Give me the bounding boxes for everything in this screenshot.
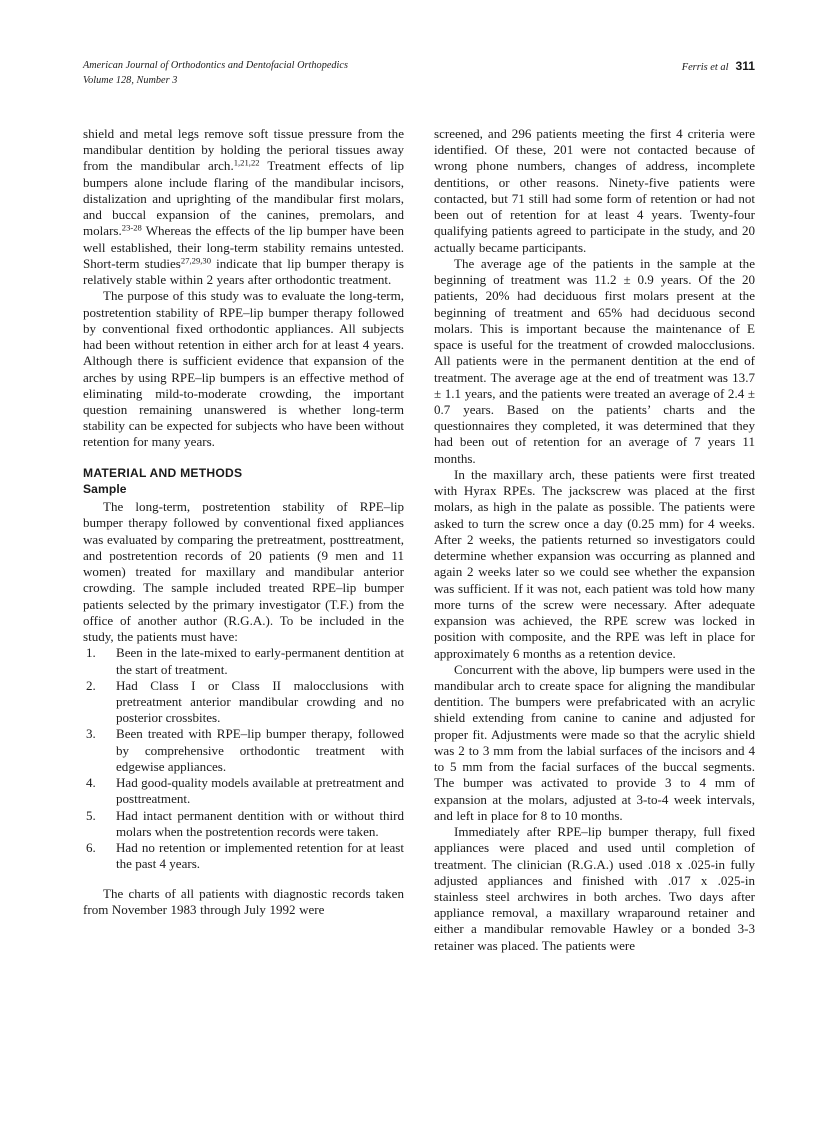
- running-head-authors-page: [682, 59, 755, 76]
- paragraph-purpose: The purpose of this study was to evaluate the long-term, postretention stability of RPE–lip bumper therapy followed by conventional fixed orthodontic appliances. All subjects had been without retention in either arch for at least 4 years. Although there is sufficient evidence that expansion of the arches by using RPE–lip bumpers is an effective method of eliminating mild-to-moderate crowding, the important question remaining unanswered is whether long-term stability can be expected for subjects who have been without retention for many years.: [83, 288, 404, 450]
- subsection-heading-sample: Sample: [83, 482, 127, 497]
- list-item: Had no retention or implemented retention for at least the past 4 years.: [116, 840, 404, 872]
- section-heading-material-and-methods: MATERIAL AND METHODS: [83, 466, 243, 481]
- paragraph-patient-ages: The average age of the patients in the sample at the beginning of treatment was 11.2 ± 0.9 years. Of the 20 patients, 20% had deciduous first molars present at the beginning of treatment and 65% had deciduous second molars. This is important because the maintenance of E space is useful for the treatment of crowded malocclusions. All patients were in the permanent dentition at the end of treatment. The average age at the end of treatment was 13.7 ± 1.1 years, and the patients were treated an average of 2.4 ± 0.7 years. Based on the patients’ charts and the questionnaires they completed, it was determined that they had been out of retention for an average of 7 years 11 months.: [434, 255, 755, 466]
- list-item: Had intact permanent dentition with or without third molars when the postretention records were taken.: [116, 807, 404, 839]
- paragraph-sample: The long-term, postretention stability of RPE–lip bumper therapy followed by conventional fixed appliances was evaluated by comparing the pretreatment, posttreatment, and postretention records of 20 patients (9 men and 11 women) treated for maxillary and mandibular anterior crowding. The sample included treated RPE–lip bumper patients selected by the primary investigator (T.F.) from the office of another author (R.G.A.). To be included in the study, the patients must have:: [83, 499, 404, 645]
- paragraph-text-segment: indicate that lip bumper therapy is relatively stable within 2 years after orthodontic treatment.: [83, 255, 404, 288]
- citation-superscript: 23-28: [121, 222, 142, 233]
- paragraph-maxillary-arch-rpe: In the maxillary arch, these patients were first treated with Hyrax RPEs. The jackscrew was placed at the first molars, as high in the palate as possible. The patients were asked to turn the screw once a day (0.25 mm) for 4 weeks. After 2 weeks, the patients returned so investigators could determine whether expansion was occurring as planned and again 2 weeks later so we could see whether the expansion was sufficient. If it was not, each patient was told how many more turns of the screw were necessary. After adequate expansion was achieved, the RPE screw was locked in position with composite, and the RPE was left in place for approximately 6 months as a retention device.: [434, 466, 755, 661]
- running-head-journal: [83, 59, 348, 88]
- running-head: [83, 59, 755, 88]
- citation-superscript: 1,21,22: [233, 158, 260, 168]
- right-column: [434, 126, 755, 1051]
- paragraph-text-segment: Whereas the effects of the lip bumper have been well established, their long-term stability remains untested. Short-term studies: [83, 223, 404, 271]
- paragraph-charts-screened: The charts of all patients with diagnostic records taken from November 1983 through July 1992 were: [83, 886, 404, 918]
- paragraph-continued: [83, 126, 404, 288]
- left-column: [83, 126, 404, 1051]
- paragraph-fixed-appliances: Immediately after RPE–lip bumper therapy, full fixed appliances were placed and used until completion of treatment. The clinician (R.G.A.) used .018 x .025-in fully adjusted appliances and finished with .017 x .025-in stainless steel archwires in both arches. Two days after appliance removal, a maxillary wraparound retainer and either a mandibular removable Hawley or a bonded 3-3 retainer was placed. The patients were: [434, 824, 755, 953]
- journal-title: American Journal of Orthodontics and Dentofacial Orthopedics: [83, 60, 349, 71]
- running-head-authors: Ferris et al: [681, 62, 729, 73]
- journal-volume-issue: Volume 128, Number 3: [83, 74, 178, 86]
- list-item: Been treated with RPE–lip bumper therapy, followed by comprehensive orthodontic treatment with edgewise appliances.: [116, 726, 404, 774]
- paragraph-lip-bumpers: Concurrent with the above, lip bumpers were used in the mandibular arch to create space for aligning the mandibular dentition. The bumpers were prefabricated with an acrylic shield extending from canine to canine and adjusted for proper fit. Adjustments were made so that the acrylic shield was 2 to 3 mm from the labial surfaces of the incisors and 4 to 5 mm from the facial surfaces of the buccal segments. The bumper was activated to provide 3 to 4 mm of expansion at the molars, adjusted at 3-to-4 week intervals, and left in place for 8 to 10 months.: [434, 661, 755, 823]
- article-body: [83, 126, 756, 1051]
- paragraph-screening-results: screened, and 296 patients meeting the first 4 criteria were identified. Of these, 201 were not contacted because of wrong phone numbers, changes of address, incomplete dentitions, or other reasons. Ninety-five patients were contacted, but 71 still had some form of retention or had not been out of retention for at least 4 years. Twenty-four qualifying patients agreed to participate in the study, and 20 actually became participants.: [434, 126, 755, 255]
- list-item: Had good-quality models available at pretreatment and posttreatment.: [116, 775, 404, 807]
- paragraph-text-segment: shield and metal legs remove soft tissue pressure from the mandibular dentition by holding the perioral tissues away from the mandibular arch.: [83, 126, 404, 174]
- citation-superscript: 27,29,30: [180, 255, 212, 266]
- page-number: 311: [735, 59, 755, 73]
- inclusion-criteria-list: [83, 645, 404, 872]
- list-item: Had Class I or Class II malocclusions with pretreatment anterior mandibular crowding and no posterior crossbites.: [116, 677, 404, 726]
- paragraph-text-segment: Treatment effects of lip bumpers alone include flaring of the mandibular incisors, distalization and uprighting of the mandibular first molars, and buccal expansion of the canines, premolars, and molars.: [83, 158, 404, 239]
- list-item: Been in the late-mixed to early-permanent dentition at the start of treatment.: [116, 645, 404, 677]
